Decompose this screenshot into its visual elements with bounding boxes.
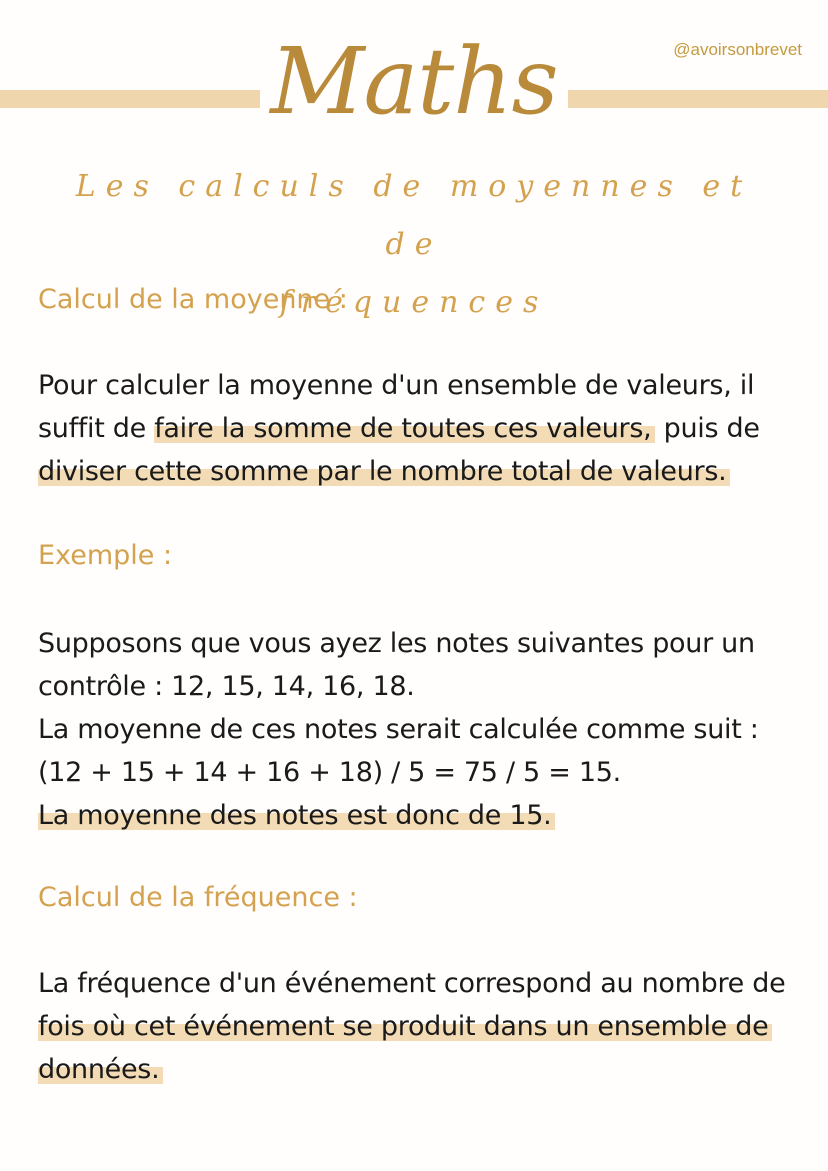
frequency-line-1: La fréquence d'un événement correspond au nombre de — [38, 968, 786, 999]
mean-highlight-1: faire la somme de toutes ces valeurs, — [154, 413, 655, 444]
example-line-1: Supposons que vous ayez les notes suivantes pour un — [38, 628, 755, 659]
author-handle: @avoirsonbrevet — [673, 40, 802, 59]
page-title: Maths — [270, 28, 558, 135]
mean-line-2 — [38, 407, 798, 450]
heading-mean: Calcul de la moyenne : — [38, 284, 348, 315]
example-line-3: La moyenne de ces notes serait calculée comme suit : — [38, 714, 759, 745]
frequency-highlight-2: données. — [38, 1054, 163, 1085]
example-line-2: contrôle : 12, 15, 14, 16, 18. — [38, 671, 415, 702]
mean-highlight-2: diviser cette somme par le nombre total de valeurs. — [38, 456, 730, 487]
frequency-line-3 — [38, 1048, 798, 1091]
frequency-paragraph — [38, 962, 798, 1091]
frequency-highlight-1: fois où cet événement se produit dans un ensemble de — [38, 1011, 772, 1042]
mean-line-1: Pour calculer la moyenne d'un ensemble de valeurs, il — [38, 370, 755, 401]
mean-line-3 — [38, 450, 798, 493]
mean-line-2-end: puis de — [655, 413, 760, 444]
example-paragraph — [38, 622, 798, 837]
subtitle-line-2: fréquences — [279, 285, 549, 320]
subtitle-line-1: Les calculs de moyennes et de — [75, 169, 753, 262]
heading-example: Exemple : — [38, 540, 173, 571]
heading-frequency: Calcul de la fréquence : — [38, 882, 358, 913]
example-line-4: (12 + 15 + 14 + 16 + 18) / 5 = 75 / 5 = 15. — [38, 757, 621, 788]
frequency-line-2 — [38, 1005, 798, 1048]
example-highlight: La moyenne des notes est donc de 15. — [38, 800, 555, 831]
mean-line-2-start: suffit de — [38, 413, 155, 444]
example-line-5 — [38, 794, 798, 837]
mean-paragraph — [38, 364, 798, 493]
